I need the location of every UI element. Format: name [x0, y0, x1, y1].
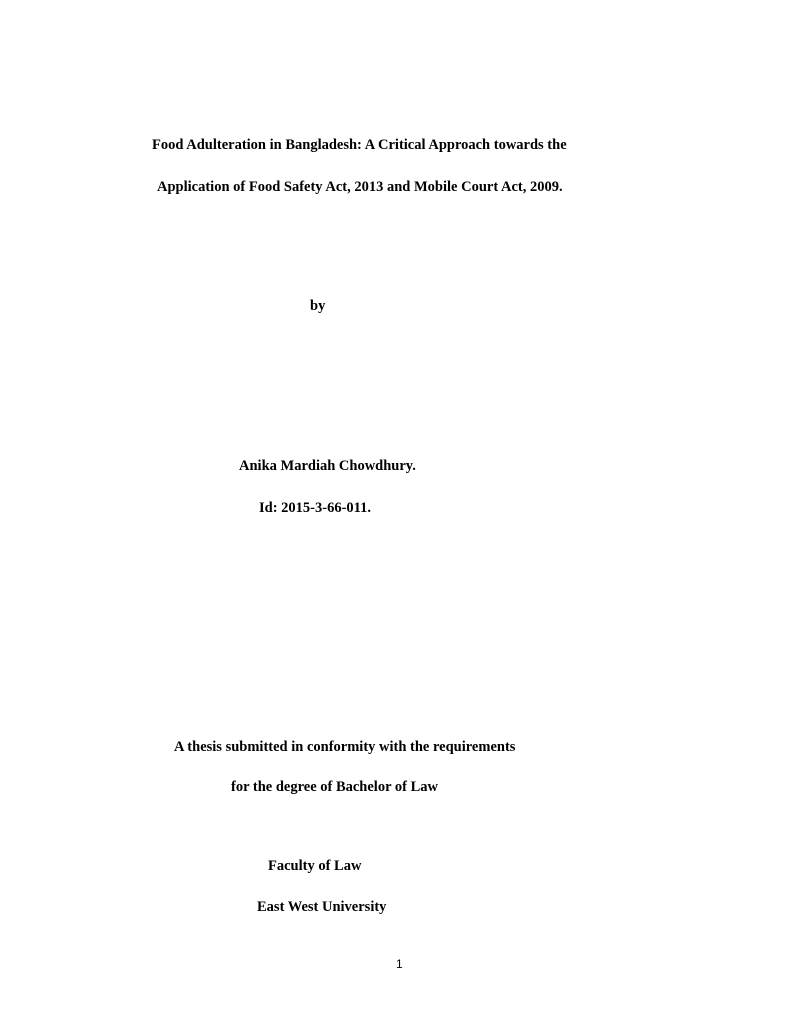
faculty-name: Faculty of Law [268, 858, 362, 874]
submission-line-1: A thesis submitted in conformity with the requirements [174, 739, 516, 755]
title-line-2: Application of Food Safety Act, 2013 and Mobile Court Act, 2009. [157, 179, 563, 195]
submission-line-2: for the degree of Bachelor of Law [231, 779, 438, 795]
university-name: East West University [257, 899, 387, 915]
by-label: by [310, 298, 326, 314]
author-name: Anika Mardiah Chowdhury. [239, 458, 416, 474]
author-id: Id: 2015-3-66-011. [259, 500, 371, 516]
title-line-1: Food Adulteration in Bangladesh: A Critical Approach towards the [152, 137, 567, 153]
page-number: 1 [396, 957, 403, 971]
